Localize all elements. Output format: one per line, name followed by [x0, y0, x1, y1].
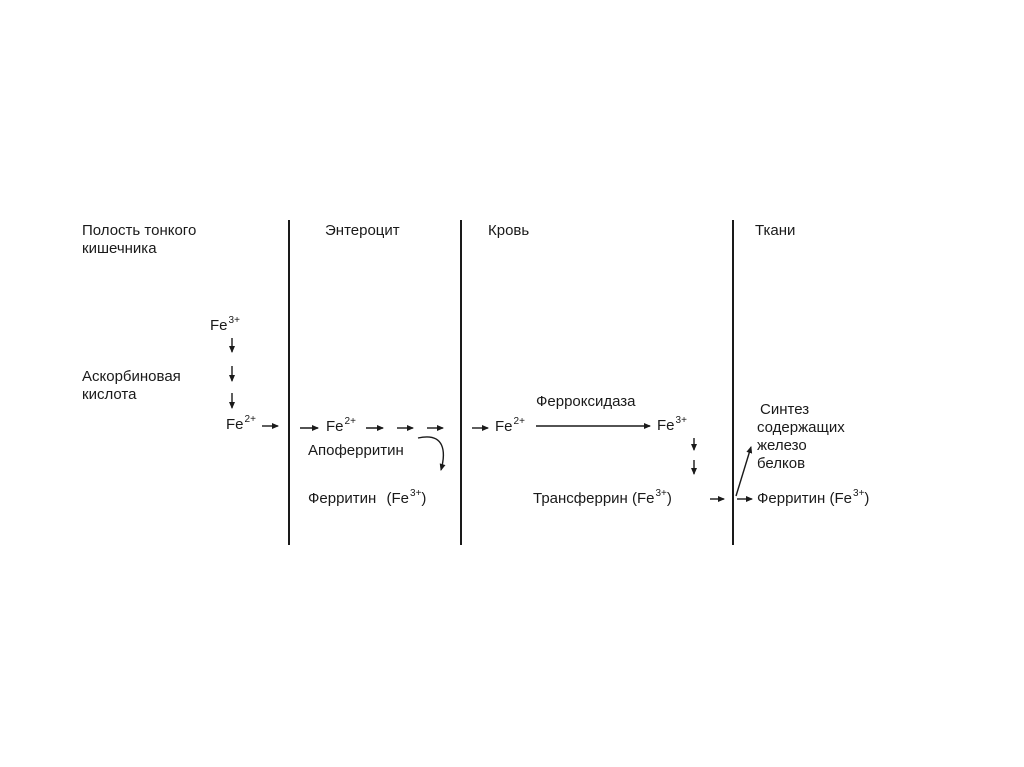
blood-fe2: [495, 418, 525, 438]
synthesis-line2: содержащих: [757, 419, 845, 436]
column-header-lumen: [82, 222, 196, 258]
ascorbic-acid-line1: Аскорбиновая: [82, 368, 181, 385]
blood-fe3-charge: 3+: [675, 415, 687, 426]
column-header-enterocyte: Энтероцит: [325, 222, 400, 239]
apoferritin-label: Апоферритин: [308, 442, 404, 459]
transferrin-charge: 3+: [655, 488, 667, 499]
synthesis-line1: Синтез: [760, 401, 810, 418]
lumen-fe3-charge: 3+: [228, 315, 240, 326]
blood-fe3-base: Fe: [657, 417, 675, 434]
enterocyte-fe2-base: Fe: [326, 418, 344, 435]
tissues-ferritin-close: ): [864, 490, 870, 507]
blood-fe3: [657, 417, 687, 437]
enterocyte-ferritin: [308, 490, 426, 510]
enterocyte-fe2-charge: 2+: [344, 416, 356, 427]
column-header-tissues: Ткани: [755, 222, 796, 239]
blood-fe2-base: Fe: [495, 418, 513, 435]
transferrin: [533, 490, 672, 510]
synthesis-line3: железо: [757, 437, 807, 454]
enterocyte-ferritin-label: Ферритин: [308, 490, 377, 507]
lumen-fe2-base: Fe: [226, 416, 244, 433]
synthesis-label: [757, 401, 845, 473]
enterocyte-ferritin-close: ): [421, 490, 427, 507]
column-header-lumen-line2: кишечника: [82, 240, 157, 257]
ascorbic-acid-line2: кислота: [82, 386, 137, 403]
lumen-fe2: [226, 416, 256, 436]
enterocyte-ferritin-fe: (Fe: [386, 490, 410, 507]
transferrin-label: Трансферрин (Fe: [533, 490, 655, 507]
lumen-fe3-base: Fe: [210, 317, 228, 334]
enterocyte-fe2: [326, 418, 356, 438]
arrow-apoferritin-curve: [418, 437, 443, 470]
transferrin-close: ): [666, 490, 672, 507]
ascorbic-acid-label: [82, 368, 181, 404]
blood-fe2-charge: 2+: [513, 416, 525, 427]
tissues-ferritin: [757, 490, 869, 510]
arrow-tissues-synthesis: [736, 447, 751, 496]
tissues-ferritin-charge: 3+: [853, 488, 865, 499]
lumen-fe3: [210, 317, 240, 337]
lumen-fe2-charge: 2+: [244, 414, 256, 425]
column-header-blood: Кровь: [488, 222, 530, 239]
tissues-ferritin-label: Ферритин (Fe: [757, 490, 853, 507]
column-header-lumen-line1: Полость тонкого: [82, 222, 197, 239]
synthesis-line4: белков: [757, 455, 806, 472]
ferroxidase-label: Ферроксидаза: [536, 393, 636, 410]
enterocyte-ferritin-charge: 3+: [410, 488, 422, 499]
